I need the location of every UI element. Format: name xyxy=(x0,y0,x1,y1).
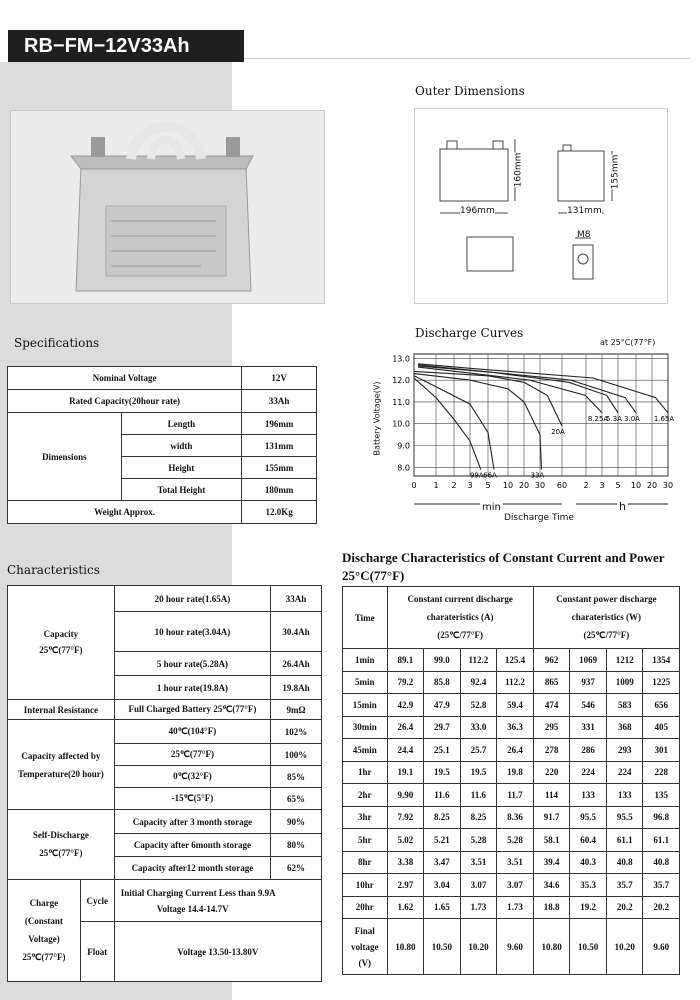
value-cell: 19.5 xyxy=(424,761,461,784)
final-label-3: (V) xyxy=(358,957,372,968)
final-value: 9.60 xyxy=(643,919,680,975)
chart-xtick-label: 5 xyxy=(615,481,621,490)
value-cell: 3.04 xyxy=(424,874,461,897)
time-cell: 8hr xyxy=(343,851,388,874)
value-cell: 135 xyxy=(643,784,680,807)
page-title: RB−FM−12V33Ah xyxy=(8,30,244,62)
value-cell: 962 xyxy=(533,649,570,672)
time-cell: 30min xyxy=(343,716,388,739)
value-cell: 99.0 xyxy=(424,649,461,672)
temp-row-value: 85% xyxy=(271,766,322,788)
capacity-row-value: 33Ah xyxy=(271,586,322,612)
value-cell: 224 xyxy=(606,761,643,784)
capacity-label-cell xyxy=(8,586,115,700)
capacity-row-label: 5 hour rate(5.28A) xyxy=(114,652,270,676)
value-cell: 5.28 xyxy=(497,829,534,852)
charge-label-4: 25℃(77°F) xyxy=(22,952,66,962)
table-row xyxy=(343,671,680,694)
value-cell: 19.5 xyxy=(460,761,497,784)
capacity-row-label: 10 hour rate(3.04A) xyxy=(114,612,270,652)
self-row-value: 90% xyxy=(271,810,322,834)
discharge-curve xyxy=(414,374,542,470)
temp-row-value: 65% xyxy=(271,788,322,810)
value-cell: 40.8 xyxy=(606,851,643,874)
value-cell: 24.4 xyxy=(387,739,424,762)
self-row-value: 62% xyxy=(271,857,322,880)
final-value: 10.50 xyxy=(424,919,461,975)
value-cell: 114 xyxy=(533,784,570,807)
value-cell: 33.0 xyxy=(460,716,497,739)
curve-label: 33A xyxy=(530,471,545,480)
discharge-curves-svg xyxy=(376,340,676,540)
temp-row-value: 100% xyxy=(271,744,322,766)
capacity-label: Capacity xyxy=(43,629,79,639)
value-cell: 331 xyxy=(570,716,607,739)
chart-ytick-label: 10.0 xyxy=(392,419,410,429)
value-cell: 19.1 xyxy=(387,761,424,784)
spec-value: 12V xyxy=(242,367,317,390)
cp-header-1: Constant power discharge xyxy=(556,594,657,604)
value-cell: 8.25 xyxy=(424,806,461,829)
value-cell: 95.5 xyxy=(606,806,643,829)
value-cell: 95.5 xyxy=(570,806,607,829)
table-row xyxy=(343,806,680,829)
spec-label: Height xyxy=(121,457,242,479)
battery-photo xyxy=(10,110,325,304)
value-cell: 7.92 xyxy=(387,806,424,829)
value-cell: 5.28 xyxy=(460,829,497,852)
value-cell: 35.3 xyxy=(570,874,607,897)
float-value: Voltage 13.50-13.80V xyxy=(114,922,321,982)
value-cell: 3.51 xyxy=(460,851,497,874)
characteristics-heading: Characteristics xyxy=(7,563,100,577)
temp-row-label: 40℃(104°F) xyxy=(114,720,270,744)
chart-xtick-label: 1 xyxy=(433,481,439,490)
value-cell: 3.07 xyxy=(460,874,497,897)
value-cell: 19.8 xyxy=(497,761,534,784)
chart-ylabel: Battery Voltage(V) xyxy=(372,381,382,456)
temp-label-1: Capacity affected by xyxy=(21,750,101,761)
charge-label-3: Voltage) xyxy=(28,934,60,944)
self-discharge-temp: 25℃(77°F) xyxy=(39,848,83,858)
value-cell: 85.8 xyxy=(424,671,461,694)
value-cell: 1.65 xyxy=(424,896,461,919)
spec-value: 180mm xyxy=(242,479,317,501)
value-cell: 224 xyxy=(570,761,607,784)
chart-x-unit-h: h xyxy=(619,500,626,513)
chart-xtick-label: 2 xyxy=(451,481,457,490)
value-cell: 40.3 xyxy=(570,851,607,874)
value-cell: 295 xyxy=(533,716,570,739)
value-cell: 474 xyxy=(533,694,570,717)
temp-row-value: 102% xyxy=(271,720,322,744)
time-cell: 1hr xyxy=(343,761,388,784)
value-cell: 112.2 xyxy=(497,671,534,694)
value-cell: 865 xyxy=(533,671,570,694)
value-cell: 1.73 xyxy=(497,896,534,919)
value-cell: 20.2 xyxy=(606,896,643,919)
cycle-label: Cycle xyxy=(80,880,114,922)
value-cell: 368 xyxy=(606,716,643,739)
value-cell: 47.9 xyxy=(424,694,461,717)
temp-label-2: Temperature(20 hour) xyxy=(18,768,104,779)
capacity-row-label: 1 hour rate(19.8A) xyxy=(114,676,270,700)
capacity-row-value: 30.4Ah xyxy=(271,612,322,652)
value-cell: 36.3 xyxy=(497,716,534,739)
self-row-label: Capacity after 3 month storage xyxy=(114,810,270,834)
value-cell: 1.73 xyxy=(460,896,497,919)
value-cell: 293 xyxy=(606,739,643,762)
value-cell: 3.51 xyxy=(497,851,534,874)
discharge-table-title xyxy=(342,549,682,585)
table-row xyxy=(343,761,680,784)
value-cell: 52.8 xyxy=(460,694,497,717)
chart-xlabel: Discharge Time xyxy=(504,513,574,523)
final-value: 10.80 xyxy=(533,919,570,975)
chart-annotation: at 25°C(77°F) xyxy=(600,338,656,347)
value-cell: 278 xyxy=(533,739,570,762)
value-cell: 112.2 xyxy=(460,649,497,672)
chart-xtick-label: 5 xyxy=(485,481,491,490)
value-cell: 3.38 xyxy=(387,851,424,874)
value-cell: 61.1 xyxy=(606,829,643,852)
value-cell: 61.1 xyxy=(643,829,680,852)
table-row xyxy=(343,896,680,919)
value-cell: 29.7 xyxy=(424,716,461,739)
dim-length: 196mm xyxy=(460,206,495,216)
value-cell: 35.7 xyxy=(643,874,680,897)
discharge-characteristics-table xyxy=(342,586,680,975)
value-cell: 92.4 xyxy=(460,671,497,694)
charge-label-2: (Constant xyxy=(24,916,63,926)
chart-ytick-label: 11.0 xyxy=(392,397,410,407)
value-cell: 301 xyxy=(643,739,680,762)
value-cell: 11.7 xyxy=(497,784,534,807)
chart-xtick-label: 30 xyxy=(662,481,674,490)
characteristics-table xyxy=(7,585,322,982)
charge-label-cell xyxy=(8,880,81,982)
table-row xyxy=(343,851,680,874)
dim-width: 131mm xyxy=(567,206,602,216)
value-cell: 34.6 xyxy=(533,874,570,897)
chart-xtick-label: 10 xyxy=(630,481,642,490)
specifications-table xyxy=(7,366,317,524)
table-row xyxy=(343,649,680,672)
chart-xtick-label: 20 xyxy=(518,481,530,490)
discharge-table-title-1: Discharge Characteristics of Constant Current and Power xyxy=(342,550,665,565)
internal-resistance-label: Internal Resistance xyxy=(8,700,115,720)
time-cell: 10hr xyxy=(343,874,388,897)
self-row-label: Capacity after 6month storage xyxy=(114,834,270,857)
temp-row-label: 0℃(32°F) xyxy=(114,766,270,788)
value-cell: 26.4 xyxy=(387,716,424,739)
chart-xtick-label: 3 xyxy=(599,481,605,490)
chart-xtick-label: 30 xyxy=(534,481,546,490)
discharge-curve xyxy=(418,365,636,413)
value-cell: 937 xyxy=(570,671,607,694)
internal-resistance-cond: Full Charged Battery 25℃(77°F) xyxy=(114,700,270,720)
time-cell: 45min xyxy=(343,739,388,762)
value-cell: 40.8 xyxy=(643,851,680,874)
value-cell: 79.2 xyxy=(387,671,424,694)
value-cell: 18.8 xyxy=(533,896,570,919)
chart-xtick-label: 0 xyxy=(411,481,417,490)
curve-label: 99A xyxy=(469,471,484,480)
chart-xtick-label: 3 xyxy=(467,481,473,490)
table-row xyxy=(343,784,680,807)
self-discharge-label: Self-Discharge xyxy=(32,830,89,840)
chart-xtick-label: 10 xyxy=(502,481,514,490)
spec-label: Nominal Voltage xyxy=(8,367,242,390)
value-cell: 1225 xyxy=(643,671,680,694)
curve-label: 20A xyxy=(551,427,565,436)
self-row-label: Capacity after12 month storage xyxy=(114,857,270,880)
curve-label: 5.3A xyxy=(606,414,622,423)
spec-label: width xyxy=(121,435,242,457)
chart-ytick-label: 8.0 xyxy=(397,463,410,473)
cc-header xyxy=(387,587,533,649)
cp-header xyxy=(533,587,679,649)
discharge-table-title-2: 25°C(77°F) xyxy=(342,568,405,583)
spec-value: 155mm xyxy=(242,457,317,479)
value-cell: 1.62 xyxy=(387,896,424,919)
time-cell: 20hr xyxy=(343,896,388,919)
value-cell: 59.4 xyxy=(497,694,534,717)
cycle-line-2: Voltage 14.4-14.7V xyxy=(156,903,229,914)
discharge-curves-heading: Discharge Curves xyxy=(415,326,524,340)
value-cell: 2.97 xyxy=(387,874,424,897)
dim-terminal: M8 xyxy=(577,230,591,240)
cycle-cell xyxy=(114,880,321,922)
chart-xtick-label: 2 xyxy=(583,481,589,490)
value-cell: 1212 xyxy=(606,649,643,672)
spec-label: Total Height xyxy=(121,479,242,501)
final-value: 10.20 xyxy=(460,919,497,975)
table-row xyxy=(343,716,680,739)
spec-value: 131mm xyxy=(242,435,317,457)
value-cell: 220 xyxy=(533,761,570,784)
value-cell: 25.1 xyxy=(424,739,461,762)
value-cell: 96.8 xyxy=(643,806,680,829)
spec-value: 12.0Kg xyxy=(242,501,317,524)
value-cell: 133 xyxy=(606,784,643,807)
table-row xyxy=(343,874,680,897)
chart-xtick-label: 60 xyxy=(556,481,568,490)
self-discharge-cell xyxy=(8,810,115,880)
value-cell: 1069 xyxy=(570,649,607,672)
value-cell: 1009 xyxy=(606,671,643,694)
chart-ytick-label: 12.0 xyxy=(392,376,410,386)
value-cell: 25.7 xyxy=(460,739,497,762)
spec-value: 196mm xyxy=(242,413,317,435)
cc-header-2: charateristics (A) xyxy=(426,612,494,622)
time-header: Time xyxy=(343,587,388,649)
table-row xyxy=(343,739,680,762)
time-cell: 5min xyxy=(343,671,388,694)
outer-dimensions-heading: Outer Dimensions xyxy=(415,84,525,98)
specifications-heading: Specifications xyxy=(14,336,100,350)
cc-header-1: Constant current discharge xyxy=(407,594,513,604)
value-cell: 3.47 xyxy=(424,851,461,874)
value-cell: 5.21 xyxy=(424,829,461,852)
value-cell: 583 xyxy=(606,694,643,717)
time-cell: 5hr xyxy=(343,829,388,852)
value-cell: 19.2 xyxy=(570,896,607,919)
cc-header-3: (25℃/77°F) xyxy=(437,630,483,640)
final-label-1: Final xyxy=(354,925,375,936)
outer-dimensions-drawing xyxy=(414,108,668,304)
spec-label: Weight Approx. xyxy=(8,501,242,524)
time-cell: 2hr xyxy=(343,784,388,807)
temp-row-label: 25℃(77°F) xyxy=(114,744,270,766)
cp-header-3: (25℃/77°F) xyxy=(583,630,630,640)
spec-label: Length xyxy=(121,413,242,435)
value-cell: 1354 xyxy=(643,649,680,672)
chart-xtick-label: 20 xyxy=(646,481,658,490)
value-cell: 8.25 xyxy=(460,806,497,829)
value-cell: 60.4 xyxy=(570,829,607,852)
table-row xyxy=(343,694,680,717)
value-cell: 133 xyxy=(570,784,607,807)
curve-label: 66A xyxy=(483,471,497,480)
value-cell: 5.02 xyxy=(387,829,424,852)
value-cell: 39.4 xyxy=(533,851,570,874)
time-cell: 3hr xyxy=(343,806,388,829)
table-row xyxy=(343,829,680,852)
curve-label: 1.65A xyxy=(653,414,675,423)
value-cell: 9.90 xyxy=(387,784,424,807)
time-cell: 1min xyxy=(343,649,388,672)
value-cell: 91.7 xyxy=(533,806,570,829)
final-value: 10.80 xyxy=(387,919,424,975)
value-cell: 125.4 xyxy=(497,649,534,672)
battery-illustration xyxy=(11,111,324,303)
capacity-row-label: 20 hour rate(1.65A) xyxy=(114,586,270,612)
dim-height-2: 155mm xyxy=(610,154,621,190)
final-voltage-label xyxy=(343,919,388,975)
final-value: 10.50 xyxy=(570,919,607,975)
value-cell: 405 xyxy=(643,716,680,739)
curve-label: 8.25A xyxy=(587,414,609,423)
value-cell: 286 xyxy=(570,739,607,762)
value-cell: 20.2 xyxy=(643,896,680,919)
dim-height-1: 160mm xyxy=(513,152,524,188)
value-cell: 11.6 xyxy=(460,784,497,807)
temp-label-cell xyxy=(8,720,115,810)
chart-ytick-label: 13.0 xyxy=(392,354,410,364)
spec-value: 33Ah xyxy=(242,390,317,413)
value-cell: 11.6 xyxy=(424,784,461,807)
internal-resistance-value: 9mΩ xyxy=(271,700,322,720)
value-cell: 8.36 xyxy=(497,806,534,829)
value-cell: 35.7 xyxy=(606,874,643,897)
value-cell: 228 xyxy=(643,761,680,784)
capacity-temp: 25℃(77°F) xyxy=(39,645,83,655)
value-cell: 26.4 xyxy=(497,739,534,762)
value-cell: 89.1 xyxy=(387,649,424,672)
value-cell: 656 xyxy=(643,694,680,717)
cycle-line-1: Initial Charging Current Less than 9.9A xyxy=(120,887,276,898)
float-label: Float xyxy=(80,922,114,982)
temp-row-label: -15℃(5°F) xyxy=(114,788,270,810)
self-row-value: 80% xyxy=(271,834,322,857)
value-cell: 58.1 xyxy=(533,829,570,852)
value-cell: 3.07 xyxy=(497,874,534,897)
title-divider xyxy=(244,58,690,59)
value-cell: 546 xyxy=(570,694,607,717)
discharge-curves-chart xyxy=(372,338,676,540)
capacity-row-value: 19.8Ah xyxy=(271,676,322,700)
final-label-2: voltage xyxy=(351,941,379,952)
curve-label: 3.0A xyxy=(624,414,640,423)
time-cell: 15min xyxy=(343,694,388,717)
value-cell: 42.9 xyxy=(387,694,424,717)
cp-header-2: charateristics (W) xyxy=(571,612,641,622)
charge-label-1: Charge xyxy=(29,898,59,908)
final-value: 9.60 xyxy=(497,919,534,975)
chart-ytick-label: 9.0 xyxy=(397,441,410,451)
final-value: 10.20 xyxy=(606,919,643,975)
capacity-row-value: 26.4Ah xyxy=(271,652,322,676)
chart-x-unit-min: min xyxy=(482,502,501,513)
spec-label: Rated Capacity(20hour rate) xyxy=(8,390,242,413)
spec-label: Dimensions xyxy=(8,413,122,501)
